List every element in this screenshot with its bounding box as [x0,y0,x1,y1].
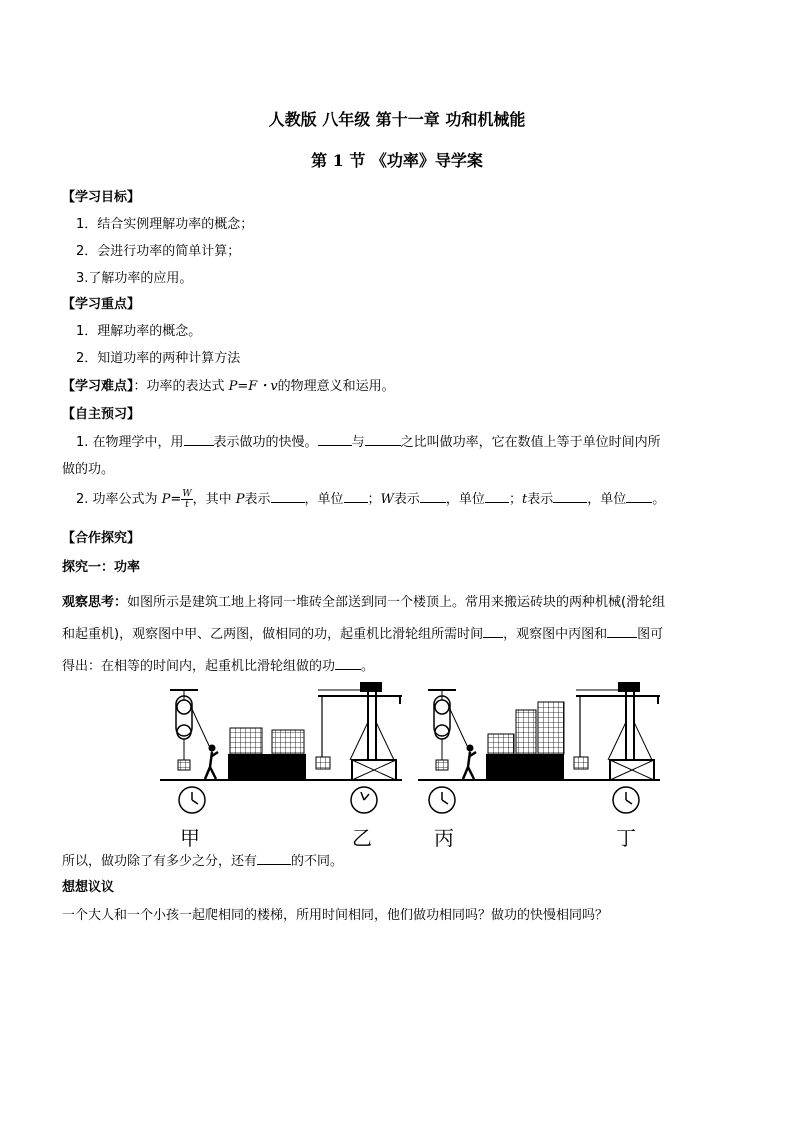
q2-text: ，其中 [192,492,236,507]
observe-line2 [62,623,663,642]
fraction-numerator: W [182,489,192,499]
fill-blank[interactable] [318,433,352,446]
observe-text: 和起重机)，观察图中甲、乙两图，做相同的功，起重机比滑轮组所需时间 [62,627,484,642]
objectives-heading: 【学习目标】 [62,190,141,205]
panel-left [160,682,402,813]
fill-blank[interactable] [271,490,305,503]
difficulty-formula: P=F・v [228,379,278,394]
fill-blank[interactable] [420,490,446,503]
conclusion-text: 所以，做功除了有多少之分，还有 [62,854,258,869]
explore-heading: 【合作探究】 [62,531,141,546]
objective-item: 3.了解功率的应用。 [76,271,193,286]
q2-text: 表示 [244,492,271,507]
objective-item: 1．结合实例理解功率的概念； [76,217,254,232]
fill-blank[interactable] [483,625,503,638]
observe-text: 如图所示是建筑工地上将同一堆砖全部送到同一个楼顶上。常用来搬运砖块的两种机械(滑轮组 [127,595,666,610]
preview-q1-line2: 做的功。 [62,462,115,477]
figure-label-yi: 乙 [352,826,372,850]
fill-blank[interactable] [485,490,509,503]
panel-right [418,682,660,813]
symbol-w: W [380,492,394,507]
q2-text: 2. 功率公式为 [76,492,162,507]
explore-sub2: 想想议议 [62,880,115,895]
fill-blank[interactable] [607,625,637,638]
difficulty-text: ：功率的表达式 [133,379,229,394]
preview-q2: 2. 功率公式为 P= $\frac{W}{t}$ ，其中 P表示 ，单位 ；W表示 ，单位 ；t表示 ，单位 。 [76,489,666,510]
key-points-heading: 【学习重点】 [62,297,141,312]
fill-blank[interactable] [626,490,652,503]
figure-label-bing: 丙 [434,826,454,850]
objective-item: 2．会进行功率的简单计算； [76,244,241,259]
conclusion-line [62,850,343,869]
q2-text: 表示 [393,492,420,507]
q2-text: 表示 [527,492,554,507]
conclusion-text: 的不同。 [291,854,344,869]
explore-sub1: 探究一：功率 [62,560,141,575]
observe-line3 [62,655,374,674]
symbol-p: P [235,492,245,507]
fill-blank[interactable] [365,433,401,446]
q1-text: 表示做功的快慢。 [213,435,318,450]
q2-text: ，单位 [445,492,485,507]
observe-text: 。 [361,659,375,674]
formula-fraction [181,489,192,510]
fill-blank[interactable] [553,490,587,503]
fill-blank[interactable] [344,490,368,503]
fill-blank[interactable] [257,852,291,865]
preview-heading: 【自主预习】 [62,407,141,422]
observe-text: 得出：在相等的时间内，起重机比滑轮组做的功 [62,659,336,674]
formula-p: P [161,492,171,507]
difficulty-line [62,375,395,394]
q1-text: 1. 在物理学中，用 [76,435,184,450]
formula-eq: = [170,492,182,507]
preview-q1 [76,431,661,450]
q1-text: 与 [351,435,365,450]
q2-text: ，单位 [304,492,344,507]
q2-text: ，单位 [587,492,627,507]
difficulty-text-after: 的物理意义和运用。 [277,379,395,394]
page-title: 人教版 八年级 第十一章 功和机械能 [268,110,526,129]
observe-label: 观察思考： [62,595,128,610]
q2-text: 。 [652,492,666,507]
comparison-figure [150,682,670,842]
key-point-item: 2．知道功率的两种计算方法 [76,351,241,366]
fill-blank[interactable] [184,433,214,446]
discuss-line: 一个大人和一个小孩一起爬相同的楼梯，所用时间相同，他们做功相同吗？做功的快慢相同吗？ [62,908,609,923]
page-subtitle: 第 1 节 《功率》导学案 [311,151,483,170]
symbol-t: t [521,492,528,507]
key-point-item: 1．理解功率的概念。 [76,324,202,339]
fill-blank[interactable] [335,657,361,670]
q1-text: 之比叫做功率，它在数值上等于单位时间内所 [400,435,661,450]
observe-line1 [62,591,665,610]
observe-text: ，观察图中丙图和 [503,627,608,642]
fraction-denominator: t [185,500,189,510]
figure-label-ding: 丁 [616,826,636,850]
difficulty-heading: 【学习难点】 [62,379,134,394]
observe-text: 图可 [637,627,664,642]
figure-label-jia: 甲 [180,826,200,850]
